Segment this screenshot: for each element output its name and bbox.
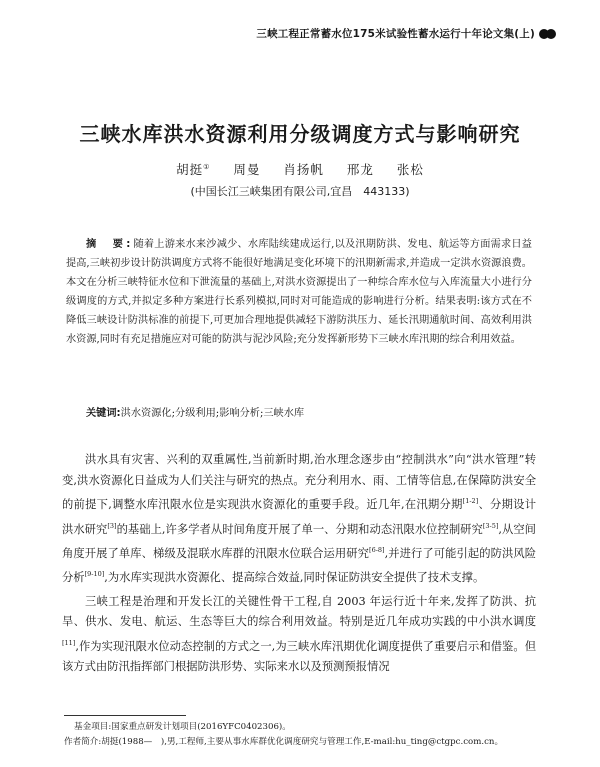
citation: [3]	[107, 521, 117, 530]
body-paragraph-1: 洪水具有灾害、兴利的双重属性,当前新时期,治水理念逐步由“控制洪水”向“洪水管理”转变,洪水资源化日益成为人们关注与研究的热点。充分利用水、雨、工情等信息,在保障防洪安全的前提下,调整水库汛限水位是实现洪水资源化的重要手段。近几年,在汛期分期[1-2]、分期设计洪水研究[3]的基础上,许多学者从时间角度开展了单一、分期和动态汛限水位控制研究[3-5],从空间角度开展了单库、梯级及混联水库群的汛限水位联合运用研究[6-8],并进行了可能引起的防洪风险分析[9-10],为水库实现洪水资源化、提高综合效益,同时保证防洪安全提供了技术支撑。	[62, 453, 536, 585]
running-head	[256, 26, 556, 41]
keywords-label: 关键词:	[86, 408, 121, 419]
keywords	[66, 404, 532, 423]
body-paragraph-2: 三峡工程是治理和开发长江的关键性骨干工程,自 2003 年运行近十年来,发挥了防洪、抗旱、供水、发电、航运、生态等巨大的综合利用效益。特别是近几年成功实践的中小洪水调度[11],作为实现汛限水位动态控制的方式之一,为三峡水库汛期优化调度提供了重要启示和借鉴。但该方式由防汛指挥部门根据防洪形势、实际来水以及预测预报情况	[62, 594, 536, 674]
abstract-label: 摘 要:	[86, 239, 134, 250]
author-3: 肖扬帆	[283, 162, 324, 177]
author-list	[0, 160, 600, 178]
footnote-funding: 基金项目:国家重点研发计划项目(2016YFC0402306)。	[74, 722, 291, 732]
footnotes	[64, 720, 540, 749]
citation: [3-5]	[482, 521, 499, 530]
abstract	[66, 235, 532, 349]
affiliation: (中国长江三峡集团有限公司,宜昌 443133)	[190, 185, 410, 198]
author-5: 张松	[396, 162, 424, 177]
author-4: 邢龙	[346, 162, 374, 177]
citation: [1-2]	[462, 497, 479, 506]
footnote-author-bio: 作者简介:胡挺(1988— ),男,工程师,主要从事水库群优化调度研究与管理工作,E-mail:hu_ting@ctgpc.com.cn。	[64, 736, 504, 747]
citation: [6-8]	[369, 545, 385, 554]
citation: [11]	[62, 638, 76, 647]
running-head-text: 三峡工程正常蓄水位175米试验性蓄水运行十年论文集(上)	[256, 28, 535, 40]
author-footnote-mark: ①	[203, 162, 211, 171]
citation: [9-10]	[84, 570, 105, 579]
footnote-divider	[64, 715, 186, 716]
article-title: 三峡水库洪水资源利用分级调度方式与影响研究	[79, 122, 521, 146]
keywords-text: 洪水资源化;分级利用;影响分析;三峡水库	[120, 408, 305, 419]
abstract-text: 随着上游来水来沙减少、水库陆续建成运行,以及汛期防洪、发电、航运等方面需求日益提高,三峡初步设计防洪调度方式将不能很好地满足变化环境下的汛期新需求,并造成一定洪水资源浪费。本文在分析三峡特征水位和下泄流量的基础上,对洪水资源提出了一种综合库水位与入库流量大小进行分级调度的方式,并拟定多种方案进行长系列模拟,同时对可能造成的影响进行分析。结果表明:该方式在不降低三峡设计防洪标准的前提下,可更加合理地提供减轻下游防洪压力、延长汛期通航时间、高效利用洪水资源,同时有充足措施应对可能的防洪与泥沙风险;充分发挥新形势下三峡水库汛期的综合利用效益。	[66, 239, 532, 345]
author-1: 胡挺①	[176, 162, 211, 177]
double-dot-icon	[539, 29, 556, 39]
body-text	[62, 450, 536, 678]
author-2: 周曼	[233, 162, 261, 177]
